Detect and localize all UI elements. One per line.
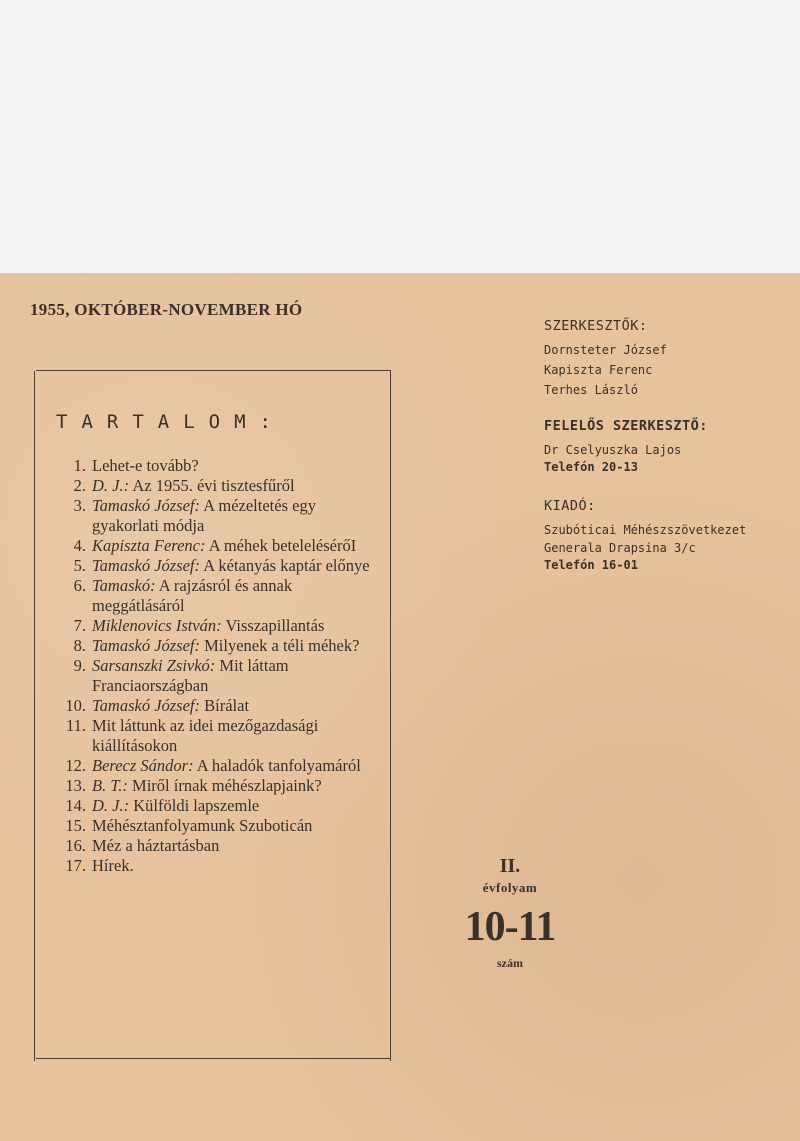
toc-item-body bbox=[92, 776, 376, 796]
toc-item-body bbox=[92, 696, 376, 716]
toc-border-top bbox=[36, 370, 391, 371]
toc-item bbox=[56, 576, 376, 616]
toc-item-author: Tamaskó József: bbox=[92, 636, 201, 655]
toc-item-number: 8. bbox=[73, 636, 86, 655]
toc-item-title: Méz a háztartásban bbox=[92, 836, 220, 855]
toc-item-title: Mit láttam Franciaországban bbox=[92, 656, 289, 695]
toc-item-author: D. J.: bbox=[92, 796, 130, 815]
issue-date: 1955, OKTÓBER-NOVEMBER HÓ bbox=[30, 300, 303, 319]
toc-item-title: A haladók tanfolyamáról bbox=[196, 756, 361, 775]
toc-border-left bbox=[34, 371, 35, 1061]
toc-item-number: 11. bbox=[65, 716, 86, 735]
issue-label: szám bbox=[497, 956, 523, 970]
toc-item-body bbox=[92, 656, 376, 696]
toc-item-body bbox=[92, 616, 376, 636]
editors-heading: SZERKESZTŐK: bbox=[544, 318, 648, 334]
toc-item-title: A mézeltetés egy gyakorlati módja bbox=[92, 496, 316, 535]
toc-item bbox=[56, 456, 376, 476]
toc-item bbox=[56, 756, 376, 776]
toc-item bbox=[56, 476, 376, 496]
toc-item bbox=[56, 616, 376, 636]
toc-item-author: Berecz Sándor: bbox=[92, 756, 194, 775]
toc-item-title: Bírálat bbox=[204, 696, 250, 715]
toc-item-number: 9. bbox=[73, 656, 86, 675]
toc-item-body bbox=[92, 536, 376, 556]
volume-block bbox=[460, 855, 560, 971]
publisher-phone: Telefón 16-01 bbox=[544, 558, 638, 572]
editor-name: Terhes László bbox=[544, 383, 638, 397]
responsible-editor-name: Dr Cselyuszka Lajos bbox=[544, 443, 682, 457]
toc-item-body bbox=[92, 856, 376, 876]
toc-item bbox=[56, 836, 376, 856]
responsible-editor-phone: Telefón 20-13 bbox=[544, 460, 638, 474]
toc-item-body bbox=[92, 476, 376, 496]
publisher-address: Generala Drapsina 3/c bbox=[544, 541, 696, 555]
toc-item-title: Az 1955. évi tisztesfűről bbox=[132, 476, 295, 495]
toc-item-body bbox=[92, 836, 376, 856]
toc-item-body bbox=[92, 756, 376, 776]
toc-item-title: A rajzásról és annak meggátlásáról bbox=[92, 576, 293, 615]
toc-item bbox=[56, 856, 376, 876]
toc-item-author: B. T.: bbox=[92, 776, 128, 795]
volume-number: II. bbox=[499, 855, 521, 877]
toc-border-right bbox=[390, 371, 391, 1061]
toc-item-author: Tamaskó: bbox=[92, 576, 156, 595]
toc-item-title: Méhésztanfolyamunk Szuboticán bbox=[92, 816, 313, 835]
toc-item-number: 2. bbox=[73, 476, 86, 495]
publisher-heading: KIADÓ: bbox=[544, 498, 596, 514]
toc-item-number: 6. bbox=[73, 576, 86, 595]
toc-item-body bbox=[92, 816, 376, 836]
masthead-info bbox=[544, 318, 789, 574]
toc-item-title: Visszapillantás bbox=[225, 616, 325, 635]
toc-item bbox=[56, 556, 376, 576]
toc-item-number: 16. bbox=[65, 836, 86, 855]
toc-item-number: 1. bbox=[73, 456, 86, 475]
toc-item-body bbox=[92, 636, 376, 656]
toc-item-author: Miklenovics István: bbox=[92, 616, 222, 635]
toc-item bbox=[56, 796, 376, 816]
toc-item-number: 7. bbox=[73, 616, 86, 635]
toc-item-number: 10. bbox=[65, 696, 86, 715]
toc-item-number: 17. bbox=[65, 856, 86, 875]
toc-item-title: A méhek betelelésérőI bbox=[208, 536, 357, 555]
toc-item-number: 13. bbox=[65, 776, 86, 795]
toc-item-title: Lehet-e tovább? bbox=[92, 456, 199, 475]
toc-title: TARTALOM: bbox=[56, 411, 285, 433]
toc-item-author: Kapiszta Ferenc: bbox=[92, 536, 206, 555]
issue-number: 10-11 bbox=[464, 904, 556, 950]
toc-item bbox=[56, 776, 376, 796]
editor-name: Kapiszta Ferenc bbox=[544, 363, 653, 377]
toc-item-author: D. J.: bbox=[92, 476, 130, 495]
toc-item-author: Tamaskó József: bbox=[92, 556, 201, 575]
toc-item-body bbox=[92, 496, 376, 536]
toc-item-body bbox=[92, 456, 376, 476]
toc-item bbox=[56, 496, 376, 536]
toc-item-title: A kétanyás kaptár előnye bbox=[203, 556, 370, 575]
toc-border-bottom bbox=[36, 1058, 391, 1059]
table-of-contents bbox=[56, 456, 376, 876]
toc-item bbox=[56, 656, 376, 696]
toc-item bbox=[56, 696, 376, 716]
toc-item-author: Tamaskó József: bbox=[92, 696, 201, 715]
toc-item-title: Külföldi lapszemle bbox=[133, 796, 260, 815]
toc-item-number: 15. bbox=[65, 816, 86, 835]
toc-item bbox=[56, 536, 376, 556]
publisher-name: Szubóticai Méhészszövetkezet bbox=[544, 523, 747, 537]
toc-item-number: 14. bbox=[65, 796, 86, 815]
toc-item-number: 3. bbox=[73, 496, 86, 515]
toc-item-title: Hírek. bbox=[92, 856, 134, 875]
toc-item-body bbox=[92, 576, 376, 616]
toc-item-number: 4. bbox=[73, 536, 86, 555]
toc-item-body bbox=[92, 716, 376, 756]
toc-item-number: 12. bbox=[65, 756, 86, 775]
toc-item-body bbox=[92, 796, 376, 816]
toc-item-title: Miről írnak méhészlapjaink? bbox=[132, 776, 322, 795]
toc-item-author: Sarsanszki Zsivkó: bbox=[92, 656, 216, 675]
toc-item-body bbox=[92, 556, 376, 576]
volume-label: évfolyam bbox=[482, 880, 538, 895]
toc-item bbox=[56, 636, 376, 656]
toc-item-title: Mit láttunk az idei mezőgazdasági kiállításokon bbox=[92, 716, 319, 755]
toc-item-number: 5. bbox=[73, 556, 86, 575]
toc-item bbox=[56, 816, 376, 836]
toc-item bbox=[56, 716, 376, 756]
editor-name: Dornsteter József bbox=[544, 343, 667, 357]
toc-item-title: Milyenek a téli méhek? bbox=[204, 636, 360, 655]
responsible-editor-heading: FELELŐS SZERKESZTŐ: bbox=[544, 418, 708, 434]
toc-item-author: Tamaskó József: bbox=[92, 496, 201, 515]
